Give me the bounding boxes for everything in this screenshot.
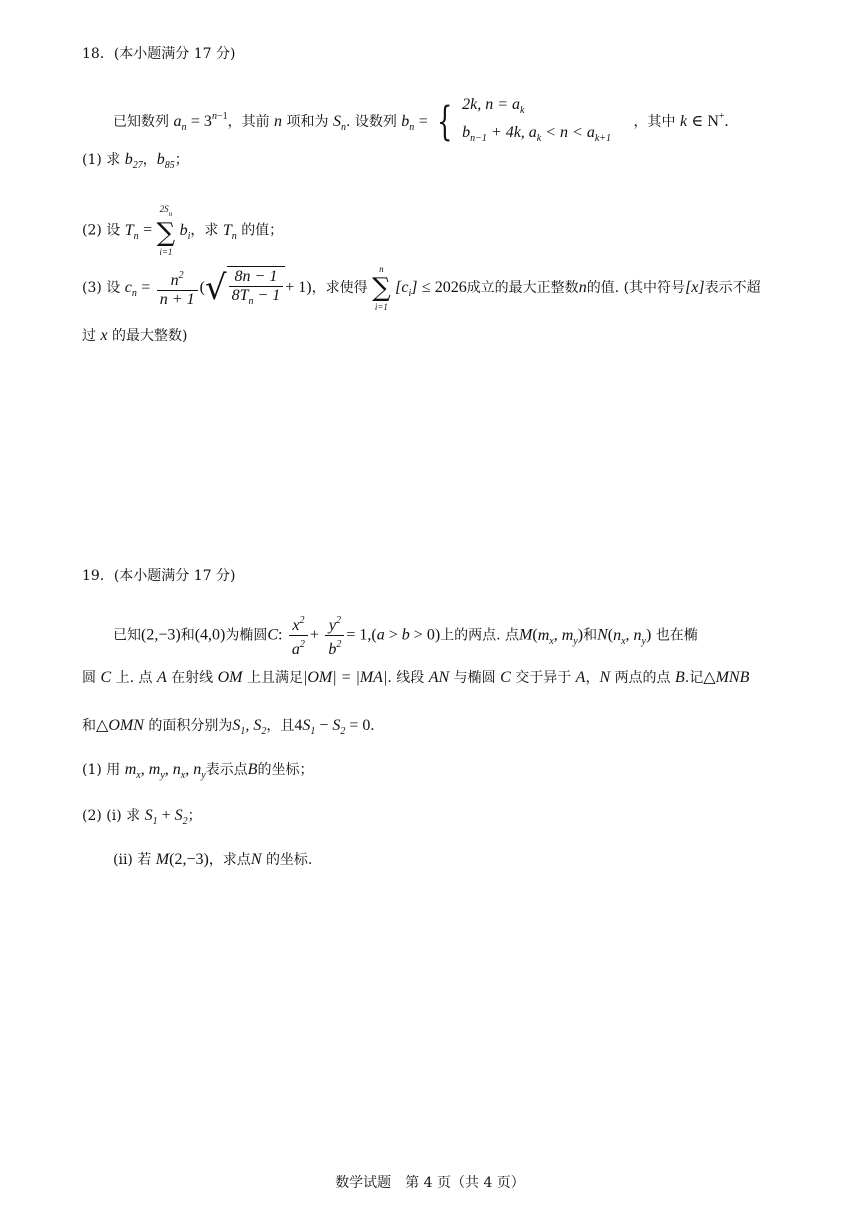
q19-l2-e: . 线段 — [387, 670, 425, 686]
q18-part3-line2: 过 x 的最大整数) — [82, 327, 188, 344]
q19-l2-b: 上. 点 — [115, 670, 153, 686]
q18-part1: (1) 求 $b_{27}$，$b_{85}$； — [82, 151, 189, 171]
q19-l3-a: 和 — [82, 718, 96, 734]
q19-l2-h: ， — [585, 670, 600, 686]
q18-part2-label: (2) 设 — [82, 222, 121, 239]
q18-header: 18．(本小题满分 17 分) — [82, 46, 236, 62]
q18-part3-line2-a: 过 — [82, 328, 96, 344]
q19-p1-c: 的坐标； — [257, 762, 314, 778]
q18-part2: (2) 设 $T_n$ = $2S_n$ ∑ i=1 $b_i$，求 $T_n$ 的值； — [82, 204, 284, 257]
piecewise-cases: 2k, $n = a_k$ $b_{n-1} + 4k$, $a_k < n < a_{k+1}$ — [462, 96, 612, 144]
fraction-x2: $\frac{x^2}{a^2}$ — [289, 612, 308, 659]
q18-intro-text: 已知数列 — [113, 114, 169, 130]
q18-part1-end: ； — [174, 152, 189, 168]
q18-part2-end: 的值； — [241, 222, 284, 239]
q19-l1-a: 已知 — [113, 627, 141, 644]
q18-part3: (3) 设 $c_n$ = $\frac{n^2}{n + 1}$ (√ $\frac{8n - 1}{8T_n - 1}$ + 1)，求使得 n ∑ i=1 $[c_i] \le 2026$成立的最大正整数n的值. (其中符号[x]表示不超 — [82, 264, 761, 312]
q18-part2-mid: ，求 — [190, 222, 219, 239]
q19-l1-f: 也在椭 — [655, 627, 698, 644]
q19-l2-i: 两点的点 — [614, 670, 671, 686]
q19-l2-f: 与椭圆 — [453, 670, 496, 686]
q18-part3-mid: ，求使得 — [311, 280, 368, 296]
q18-part3-line2-b: 的最大整数) — [112, 328, 188, 344]
q19-l1-c: 为椭圆 — [225, 627, 268, 644]
q19-p2ii-a: (ii) 若 — [113, 852, 152, 868]
q19-p2ii-c: 的坐标. — [265, 852, 313, 868]
q19-p2-a: (2) (i) 求 — [82, 808, 141, 824]
q18-part1-label: (1) 求 — [82, 152, 121, 168]
q19-l2-a: 圆 — [82, 670, 96, 686]
q18-intro-text5: ，其中 — [633, 114, 676, 130]
q18-intro-text4: . 设数列 — [345, 114, 397, 130]
q19-header: 19．(本小题满分 17 分) — [82, 568, 236, 584]
summation-symbol-2: n ∑ i=1 — [372, 264, 391, 312]
q19-l1-d: 上的两点. 点 — [440, 627, 520, 644]
fraction-y2: $\frac{y^2}{b^2}$ — [325, 612, 344, 659]
q18-intro-text3: 项和为 — [286, 114, 329, 130]
q19-line1: 已知(2,−3)和(4,0)为椭圆C: $\frac{x^2}{a^2}$ + $\frac{y^2}{b^2}$ = 1,(a > b > 0)上的两点. 点$M(m_x$, $m_y$)和$N(n_x$, $n_y$) 也在椭 — [113, 612, 698, 659]
q19-part2i: (2) (i) 求 $S_1 + S_2$； — [82, 807, 202, 827]
q19-part2ii: (ii) 若 M(2,−3)，求点N 的坐标. — [113, 851, 313, 868]
q19-line2: 圆 C 上. 点 A 在射线 OM 上且满足|OM| = |MA|. 线段 AN 与椭圆 C 交于异于 A，N 两点的点 B.记△MNB — [82, 669, 750, 686]
q18-intro: 已知数列 $a_n = 3^{n-1}$，其前 n 项和为 $S_n$. 设数列 $b_n$ = { 2k, $n = a_k$ $b_{n-1} + 4k$, $a_k < n < a_{k+1}$ ，其中 k ∈ N+. — [113, 94, 729, 150]
q19-l2-g: 交于异于 — [515, 670, 572, 686]
q19-p2ii-b: ，求点 — [208, 852, 251, 868]
q19-l3-c: ，且 — [266, 718, 295, 734]
q19-l3-b: 的面积分别为 — [148, 718, 233, 734]
q19-p1-b: 表示点 — [205, 762, 248, 778]
q19-line3: 和△OMN 的面积分别为$S_1$, $S_2$，且$4S_1 - S_2 = 0$. — [82, 717, 375, 737]
sqrt-symbol: √ $\frac{8n - 1}{8T_n - 1}$ — [205, 266, 285, 311]
page-footer: 数学试题 第 4 页（共 4 页） — [335, 1175, 525, 1191]
q18-part3-mid2: 成立的最大正整数 — [466, 280, 579, 296]
q19-part1: (1) 用 $m_x$, $m_y$, $n_x$, $n_y$表示点B的坐标； — [82, 761, 314, 781]
q19-p1-a: (1) 用 — [82, 762, 121, 778]
q19-l2-j: .记 — [684, 670, 704, 686]
q19-l1-b: 和 — [180, 627, 195, 644]
q19-l2-c: 在射线 — [171, 670, 214, 686]
q18-part3-end: 表示不超 — [704, 280, 761, 296]
fraction-n2: $\frac{n^2}{n + 1}$ — [157, 267, 198, 309]
q18-part3-mid3: 的值. (其中符号 — [586, 280, 686, 296]
q19-p2-b: ； — [187, 808, 202, 824]
summation-symbol: $2S_n$ ∑ i=1 — [156, 204, 176, 257]
q18-intro-text2: ，其前 — [227, 114, 270, 130]
q19-l2-d: 上且满足 — [246, 670, 303, 686]
q19-l1-e: 和 — [583, 627, 598, 644]
q18-part3-label: (3) 设 — [82, 280, 121, 296]
left-brace: { — [437, 99, 453, 145]
